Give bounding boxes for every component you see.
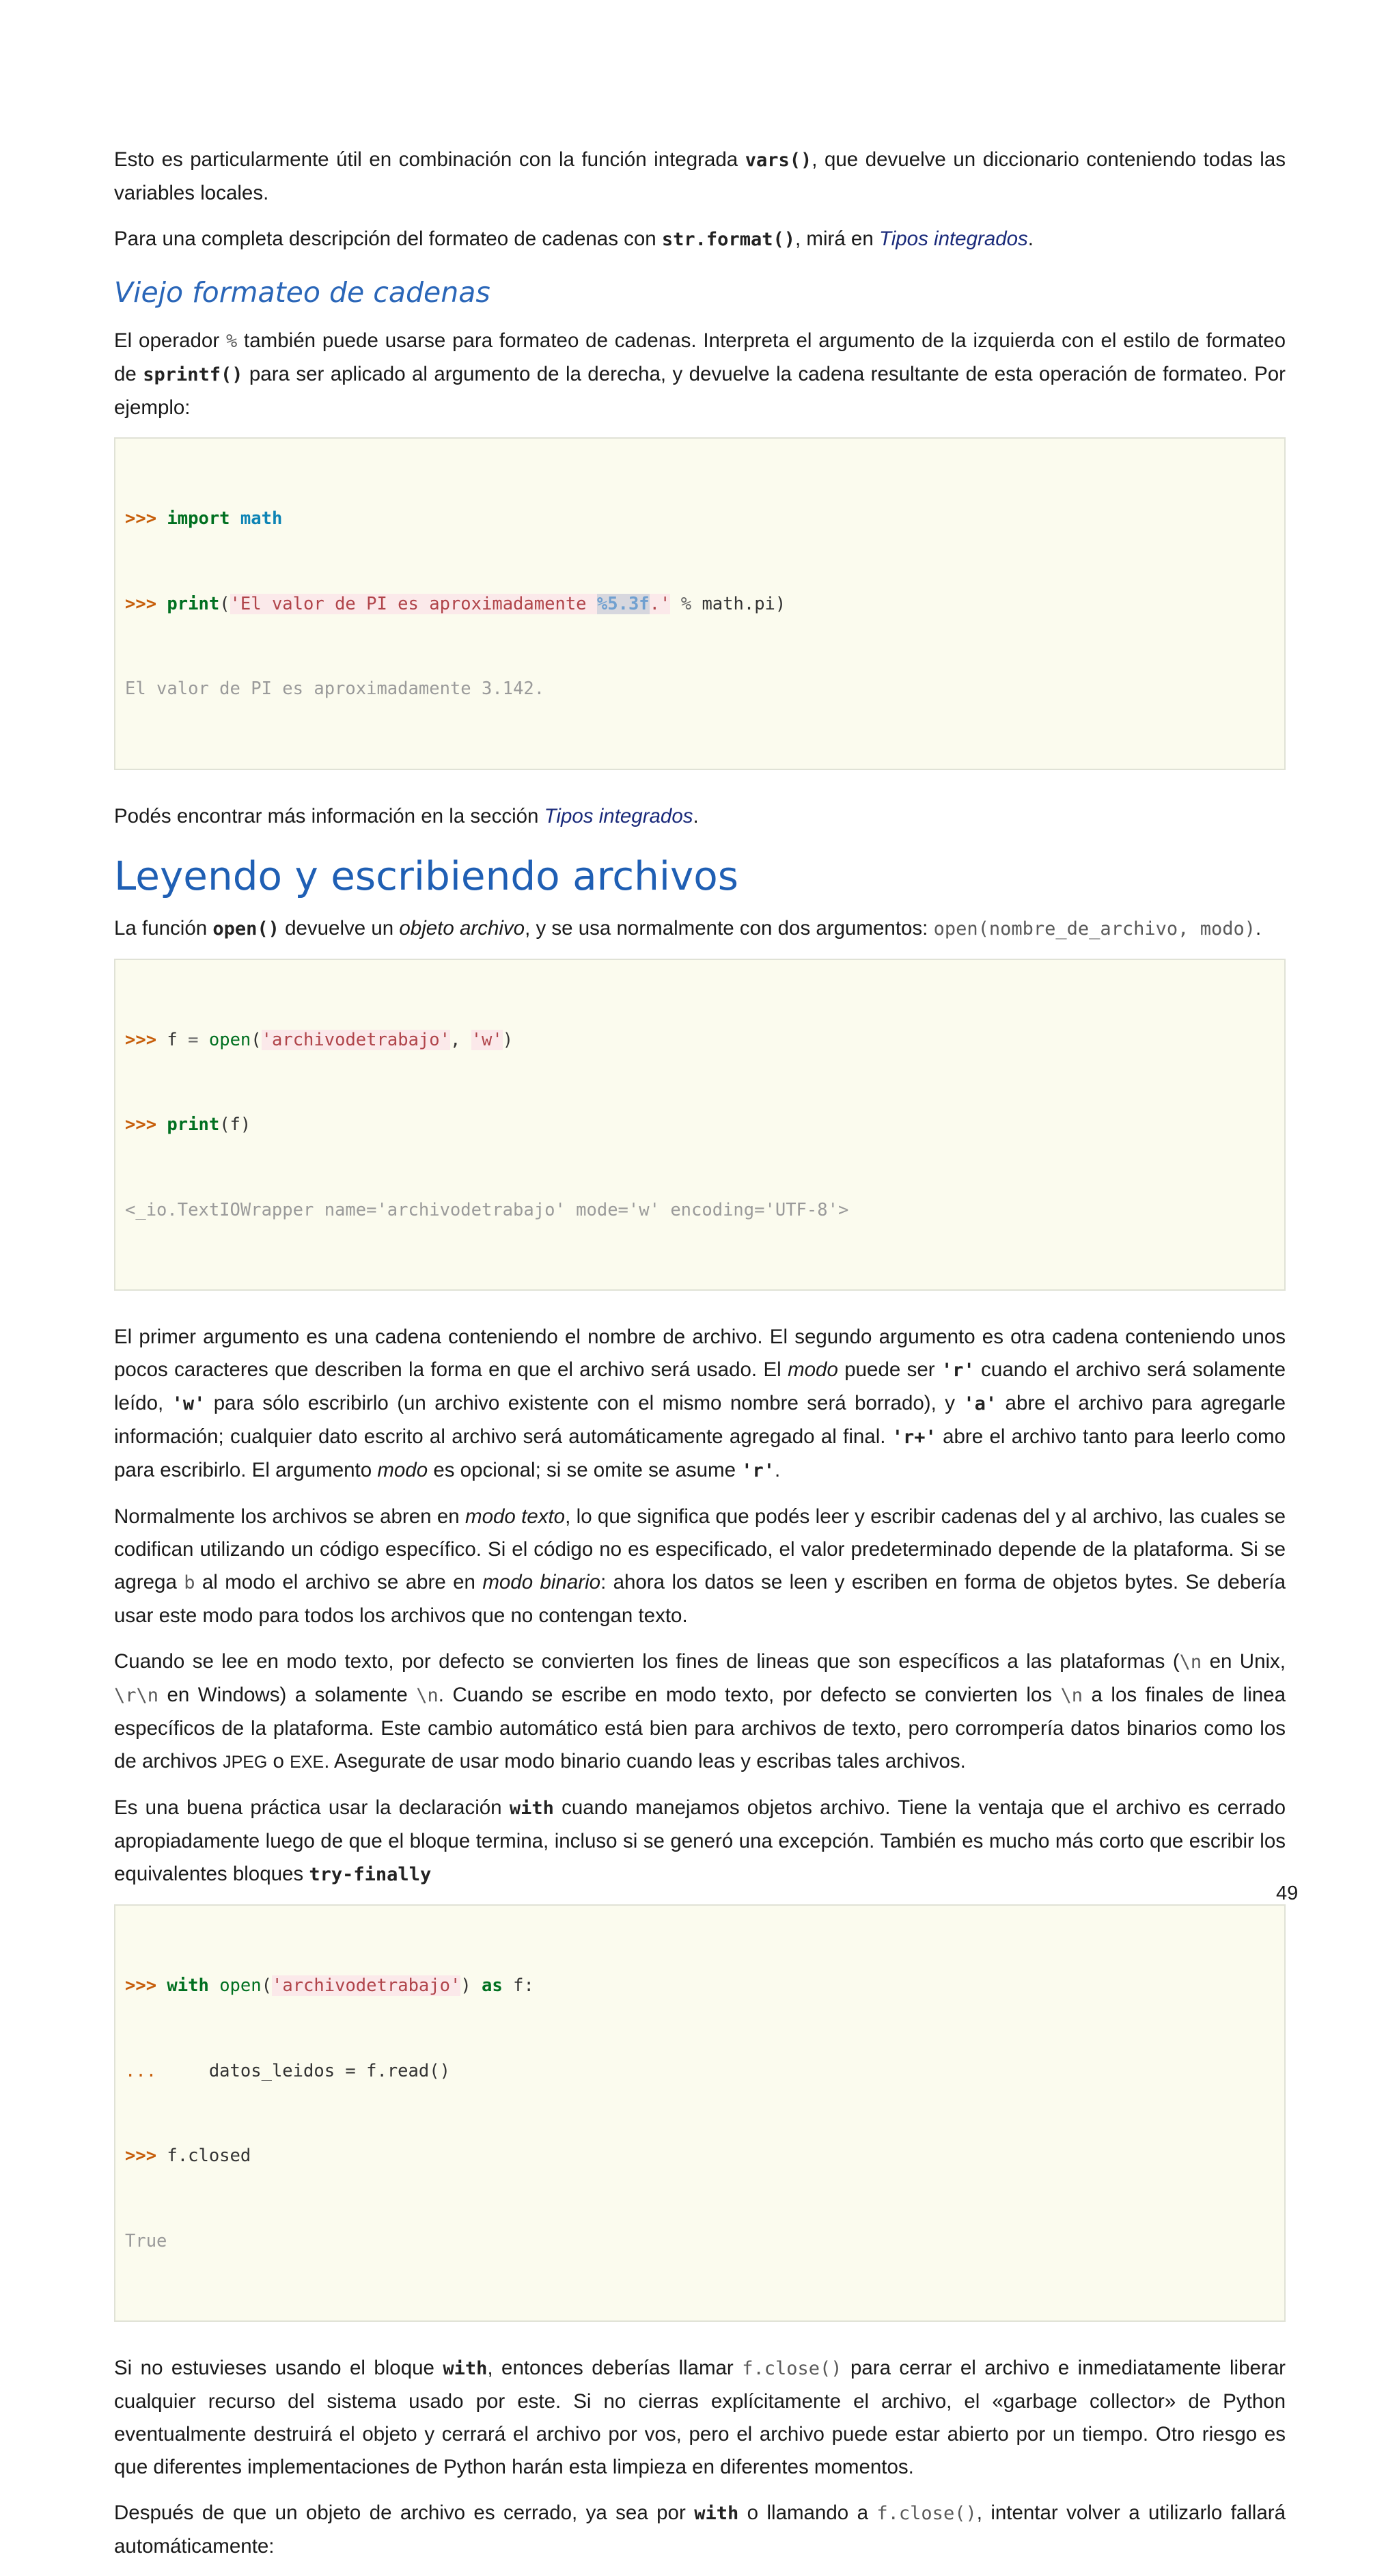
paragraph-fines-de-linea: Cuando se lee en modo texto, por defecto se convierten los fines de lineas que son específicos a las plataformas (\n en Unix, \r\n en Windows) a solamente \n. Cuando se escribe en modo texto, por defecto se convierten los \n a los finales de linea específicos de la plataforma. Este cambio automático está bien para archivos de texto, pero corrompería datos binarios como los de archivos JPEG o EXE. Asegurate de usar modo binario cuando leas y escribas tales archivos. — [114, 1650, 1286, 1772]
paragraph-despues-cerrado: Después de que un objeto de archivo es cerrado, ya sea por with o llamando a f.close(), intentar volver a utilizarlo fallará automáticamente: — [114, 2502, 1286, 2558]
page-number: 49 — [1276, 1882, 1299, 1904]
code-block-math — [114, 437, 1286, 770]
code-line: >>> with open('archivodetrabajo') as f: — [125, 1975, 534, 1996]
paragraph-mas-info: Podés encontrar más información en la sección Tipos integrados. — [114, 804, 699, 827]
heading-leyendo-archivos: Leyendo y escribiendo archivos — [114, 852, 739, 899]
inline-code: 'a' — [963, 1393, 997, 1414]
paragraph-open: La función open() devuelve un objeto archivo, y se usa normalmente con dos argumentos: open(nombre_de_archivo, modo). — [114, 916, 1262, 940]
code-output: <_io.TextIOWrapper name='archivodetrabajo' mode='w' encoding='UTF-8'> — [125, 1199, 849, 1220]
code-output: True — [125, 2230, 167, 2251]
inline-code: with — [443, 2358, 488, 2379]
paragraph-primer-argumento: El primer argumento es una cadena conteniendo el nombre de archivo. El segundo argumento es otra cadena conteniendo unos pocos caracteres que describen la forma en que el archivo será usado. El modo puede ser 'r' cuando el archivo será solamente leído, 'w' para sólo escribirlo (un archivo existente con el mismo nombre será borrado), y 'a' abre el archivo para agregarle información; cualquier dato escrito al archivo será automáticamente agregado al final. 'r+' abre el archivo tanto para leerlo como para escribirlo. El argumento modo es opcional; si se omite se asume 'r'. — [114, 1326, 1286, 1481]
paragraph-operador: El operador % también puede usarse para formateo de cadenas. Interpreta el argumento de la izquierda con el estilo de formateo de sprintf() para ser aplicado al argumento de la derecha, y devuelve la cadena resultante de esta operación de formateo. Por ejemplo: — [114, 329, 1286, 419]
inline-code: b — [184, 1572, 195, 1593]
paragraph-vars: Esto es particularmente útil en combinación con la función integrada vars(), que devuelve un diccionario conteniendo todas las variables locales. — [114, 148, 1286, 204]
paragraph-format: Para una completa descripción del formateo de cadenas con str.format(), mirá en Tipos integrados. — [114, 228, 1034, 250]
link-tipos-integrados[interactable]: Tipos integrados — [544, 804, 693, 827]
code-line: >>> import math — [125, 508, 283, 529]
code-line: >>> print(f) — [125, 1114, 251, 1135]
inline-code: \n — [1179, 1652, 1202, 1673]
inline-code: 'r' — [741, 1460, 775, 1481]
paragraph-modo-texto: Normalmente los archivos se abren en modo texto, lo que significa que podés leer y escribir cadenas del y al archivo, las cuales se codifican utilizando un código específico. Si el código no es especificado, el valor predeterminado depende de la plataforma. Si se agrega b al modo el archivo se abre en modo binario: ahora los datos se leen y escriben en forma de objetos bytes. Se debería usar este modo para todos los archivos que no contengan texto. — [114, 1505, 1286, 1627]
code-block-with — [114, 1904, 1286, 2322]
inline-code: open() — [212, 918, 279, 940]
inline-code: with — [694, 2503, 739, 2524]
inline-code: 'w' — [171, 1393, 206, 1414]
inline-code: % — [225, 331, 238, 352]
heading-viejo-formateo: Viejo formateo de cadenas — [114, 276, 490, 309]
inline-code: str.format() — [661, 229, 795, 250]
inline-code: \r\n — [114, 1685, 159, 1706]
inline-code: with — [509, 1798, 554, 1819]
code-output: El valor de PI es aproximadamente 3.142. — [125, 679, 545, 699]
page-content — [114, 143, 1286, 2576]
code-line: >>> print('El valor de PI es aproximadamente %5.3f.' % math.pi) — [125, 593, 786, 614]
inline-code: \n — [416, 1685, 439, 1706]
link-tipos-integrados[interactable]: Tipos integrados — [878, 228, 1028, 250]
paragraph-with: Es una buena práctica usar la declaración with cuando manejamos objetos archivo. Tiene la ventaja que el archivo es cerrado apropiadamente luego de que el bloque termina, incluso si se generó una excepción. También es mucho más corto que escribir los equivalentes bloques try-finally — [114, 1796, 1286, 1885]
inline-code: f.close() — [876, 2503, 977, 2524]
inline-code: vars() — [745, 150, 812, 171]
inline-code: f.close() — [742, 2358, 842, 2379]
code-line: >>> f.closed — [125, 2146, 251, 2166]
inline-code: open(nombre_de_archivo, modo) — [933, 918, 1256, 940]
inline-code: 'r' — [941, 1360, 975, 1381]
code-line: >>> f = open('archivodetrabajo', 'w') — [125, 1029, 514, 1050]
code-line: ... datos_leidos = f.read() — [125, 2060, 450, 2081]
paragraph-close: Si no estuvieses usando el bloque with, entonces deberías llamar f.close() para cerrar el archivo e inmediatamente liberar cualquier recurso del sistema usado por este. Si no cierras explícitamente el archivo, el «garbage collector» de Python eventualmente destruirá el objeto y cerrará el archivo por vos, pero el archivo puede estar abierto por un tiempo. Otro riesgo es que diferentes implementaciones de Python harán esta limpieza en diferentes momentos. — [114, 2357, 1286, 2478]
inline-code: sprintf() — [143, 364, 243, 385]
inline-code: \n — [1060, 1685, 1083, 1706]
inline-code: 'r+' — [891, 1427, 937, 1448]
inline-code: try-finally — [309, 1864, 432, 1885]
code-block-open — [114, 959, 1286, 1291]
